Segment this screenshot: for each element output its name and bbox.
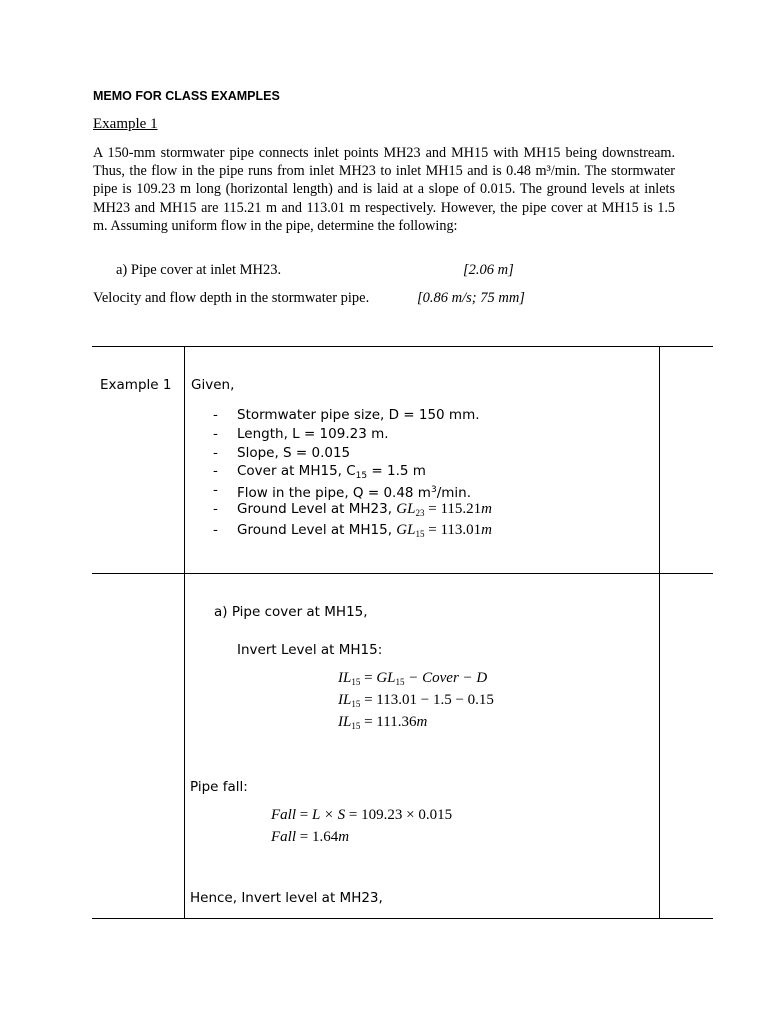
table-col-divider-left <box>184 346 185 919</box>
invert-level-equation-3: $IL_{15} = 111.36m$ <box>338 714 428 731</box>
memo-title: MEMO FOR CLASS EXAMPLES <box>93 89 280 103</box>
fall-equation-1: Fall = L × S = 109.23 × 0.015 <box>271 807 453 823</box>
table-top-border <box>92 346 713 347</box>
answer-b: [0.86 m/s; 75 mm] <box>417 290 525 306</box>
part-a-heading: a) Pipe cover at MH15, <box>214 604 368 620</box>
given-item: - Cover at MH15, $C_{15} = 1.5$ m <box>213 463 426 482</box>
given-item: - Slope, S = 0.015 <box>213 444 351 461</box>
fall-equation-2: Fall = 1.64m <box>271 829 350 845</box>
table-col-divider-right <box>659 346 660 919</box>
hence-invert-level-label: Hence, Invert level at MH23, <box>190 890 383 906</box>
given-item: - Ground Level at MH15, $GL_{15} = 113.01m$ <box>213 521 492 539</box>
given-item: - Flow in the pipe, Q = 0.48 $m^3/\min$. <box>213 482 471 502</box>
pipe-fall-label: Pipe fall: <box>190 779 248 795</box>
table-example-label: Example 1 <box>100 377 172 393</box>
given-item: - Ground Level at MH23, $GL_{23} = 115.21m$ <box>213 500 492 518</box>
given-item: - Length, L = 109.23 m. <box>213 425 389 442</box>
invert-level-heading: Invert Level at MH15: <box>237 642 383 658</box>
invert-level-equation-1: $IL_{15} = GL_{15}$ − Cover − D <box>338 670 488 687</box>
given-item: - Stormwater pipe size, D = 150 mm. <box>213 407 480 423</box>
given-list <box>213 406 492 542</box>
question-a: a) Pipe cover at inlet MH23. <box>116 262 282 278</box>
question-b: Velocity and flow depth in the stormwater pipe. <box>93 290 370 306</box>
example-heading: Example 1 <box>93 116 158 132</box>
answer-a: [2.06 m] <box>463 262 514 278</box>
table-row-divider <box>92 573 713 574</box>
table-bottom-border <box>92 918 713 919</box>
problem-statement: A 150-mm stormwater pipe connects inlet points MH23 and MH15 with MH15 being downstream. Thus, the flow in the pipe runs from inlet MH23 to inlet MH15 and is 0.48 m³/min. The stormwater pipe is 109.23 m long (horizontal length) and is laid at a slope of 0.015. The ground levels at inlets MH23 and MH15 are 115.21 m and 113.01 m respectively. However, the pipe cover at MH15 is 1.5 m. Assuming uniform flow in the pipe, determine the following: <box>93 145 675 234</box>
given-label: Given, <box>191 377 235 393</box>
invert-level-equation-2: $IL_{15} = 113.01 - 1.5 - 0.15$ <box>338 692 494 709</box>
